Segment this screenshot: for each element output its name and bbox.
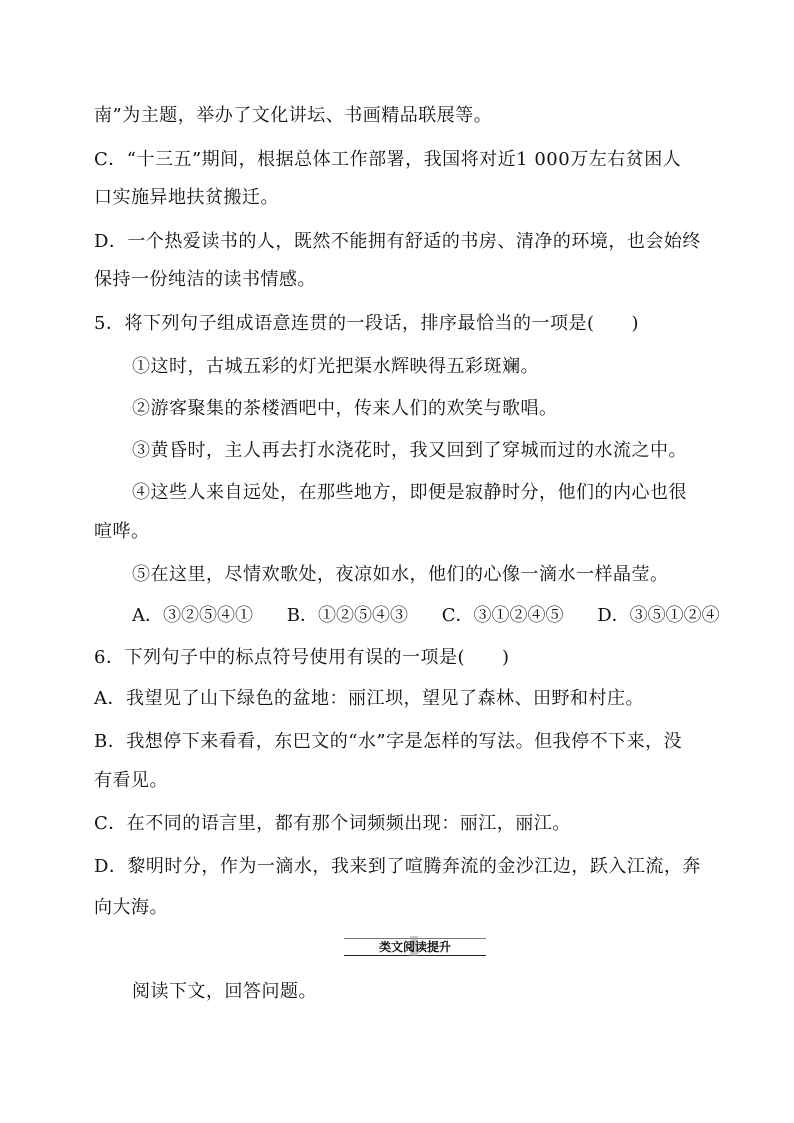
section-banner (344, 938, 486, 956)
sentence-2: ②游客聚集的茶楼酒吧中，传来人们的欢笑与歌唱。 (132, 398, 558, 419)
option-b[interactable]: B．①②⑤④③ (286, 605, 408, 626)
option-d-text-continued: 向大海。 (94, 897, 168, 918)
option-b-text-continued: 有看见。 (94, 770, 168, 791)
option-d-text: D．黎明时分，作为一滴水，我来到了喧腾奔流的金沙江边，跃入江流，奔 (94, 856, 701, 877)
sentence-3: ③黄昏时，主人再去打水浇花时，我又回到了穿城而过的水流之中。 (132, 440, 687, 461)
option-c-text: C．在不同的语言里，都有那个词频频出现：丽江，丽江。 (94, 813, 571, 834)
sentence-4: ④这些人来自远处，在那些地方，即便是寂静时分，他们的内心也很 (132, 482, 687, 503)
question-5-options (132, 604, 748, 628)
text-line: D．一个热爱读书的人，既然不能拥有舒适的书房、清净的环境，也会始终 (94, 231, 701, 252)
text-line: 南”为主题，举办了文化讲坛、书画精品联展等。 (94, 105, 493, 126)
question-5-stem: 5．将下列句子组成语意连贯的一段话，排序最恰当的一项是( ) (94, 313, 639, 334)
option-d[interactable]: D．③⑤①②④ (597, 605, 720, 626)
sentence-4-continued: 喧哗。 (94, 521, 150, 542)
sentence-5: ⑤在这里，尽情欢歌处，夜凉如水，他们的心像一滴水一样晶莹。 (132, 564, 669, 585)
option-a[interactable]: A．③②⑤④① (132, 605, 253, 626)
text-line: 口实施异地扶贫搬迁。 (94, 187, 279, 208)
option-c[interactable]: C．③①②④⑤ (441, 605, 564, 626)
reading-instruction: 阅读下文，回答问题。 (132, 981, 317, 1002)
option-b-text: B．我想停下来看看，东巴文的“水”字是怎样的写法。但我停不下来，没 (94, 731, 683, 752)
text-line: C．“十三五”期间，根据总体工作部署，我国将对近1 000万左右贫困人 (94, 149, 682, 170)
question-6-stem: 6．下列句子中的标点符号使用有误的一项是( ) (94, 647, 510, 668)
section-banner-label: 类文阅读提升 (378, 940, 451, 954)
option-a-text: A．我望见了山下绿色的盆地：丽江坝，望见了森林、田野和村庄。 (94, 688, 644, 709)
text-line: 保持一份纯洁的读书情感。 (94, 269, 316, 290)
sentence-1: ①这时，古城五彩的灯光把渠水辉映得五彩斑斓。 (132, 356, 539, 377)
